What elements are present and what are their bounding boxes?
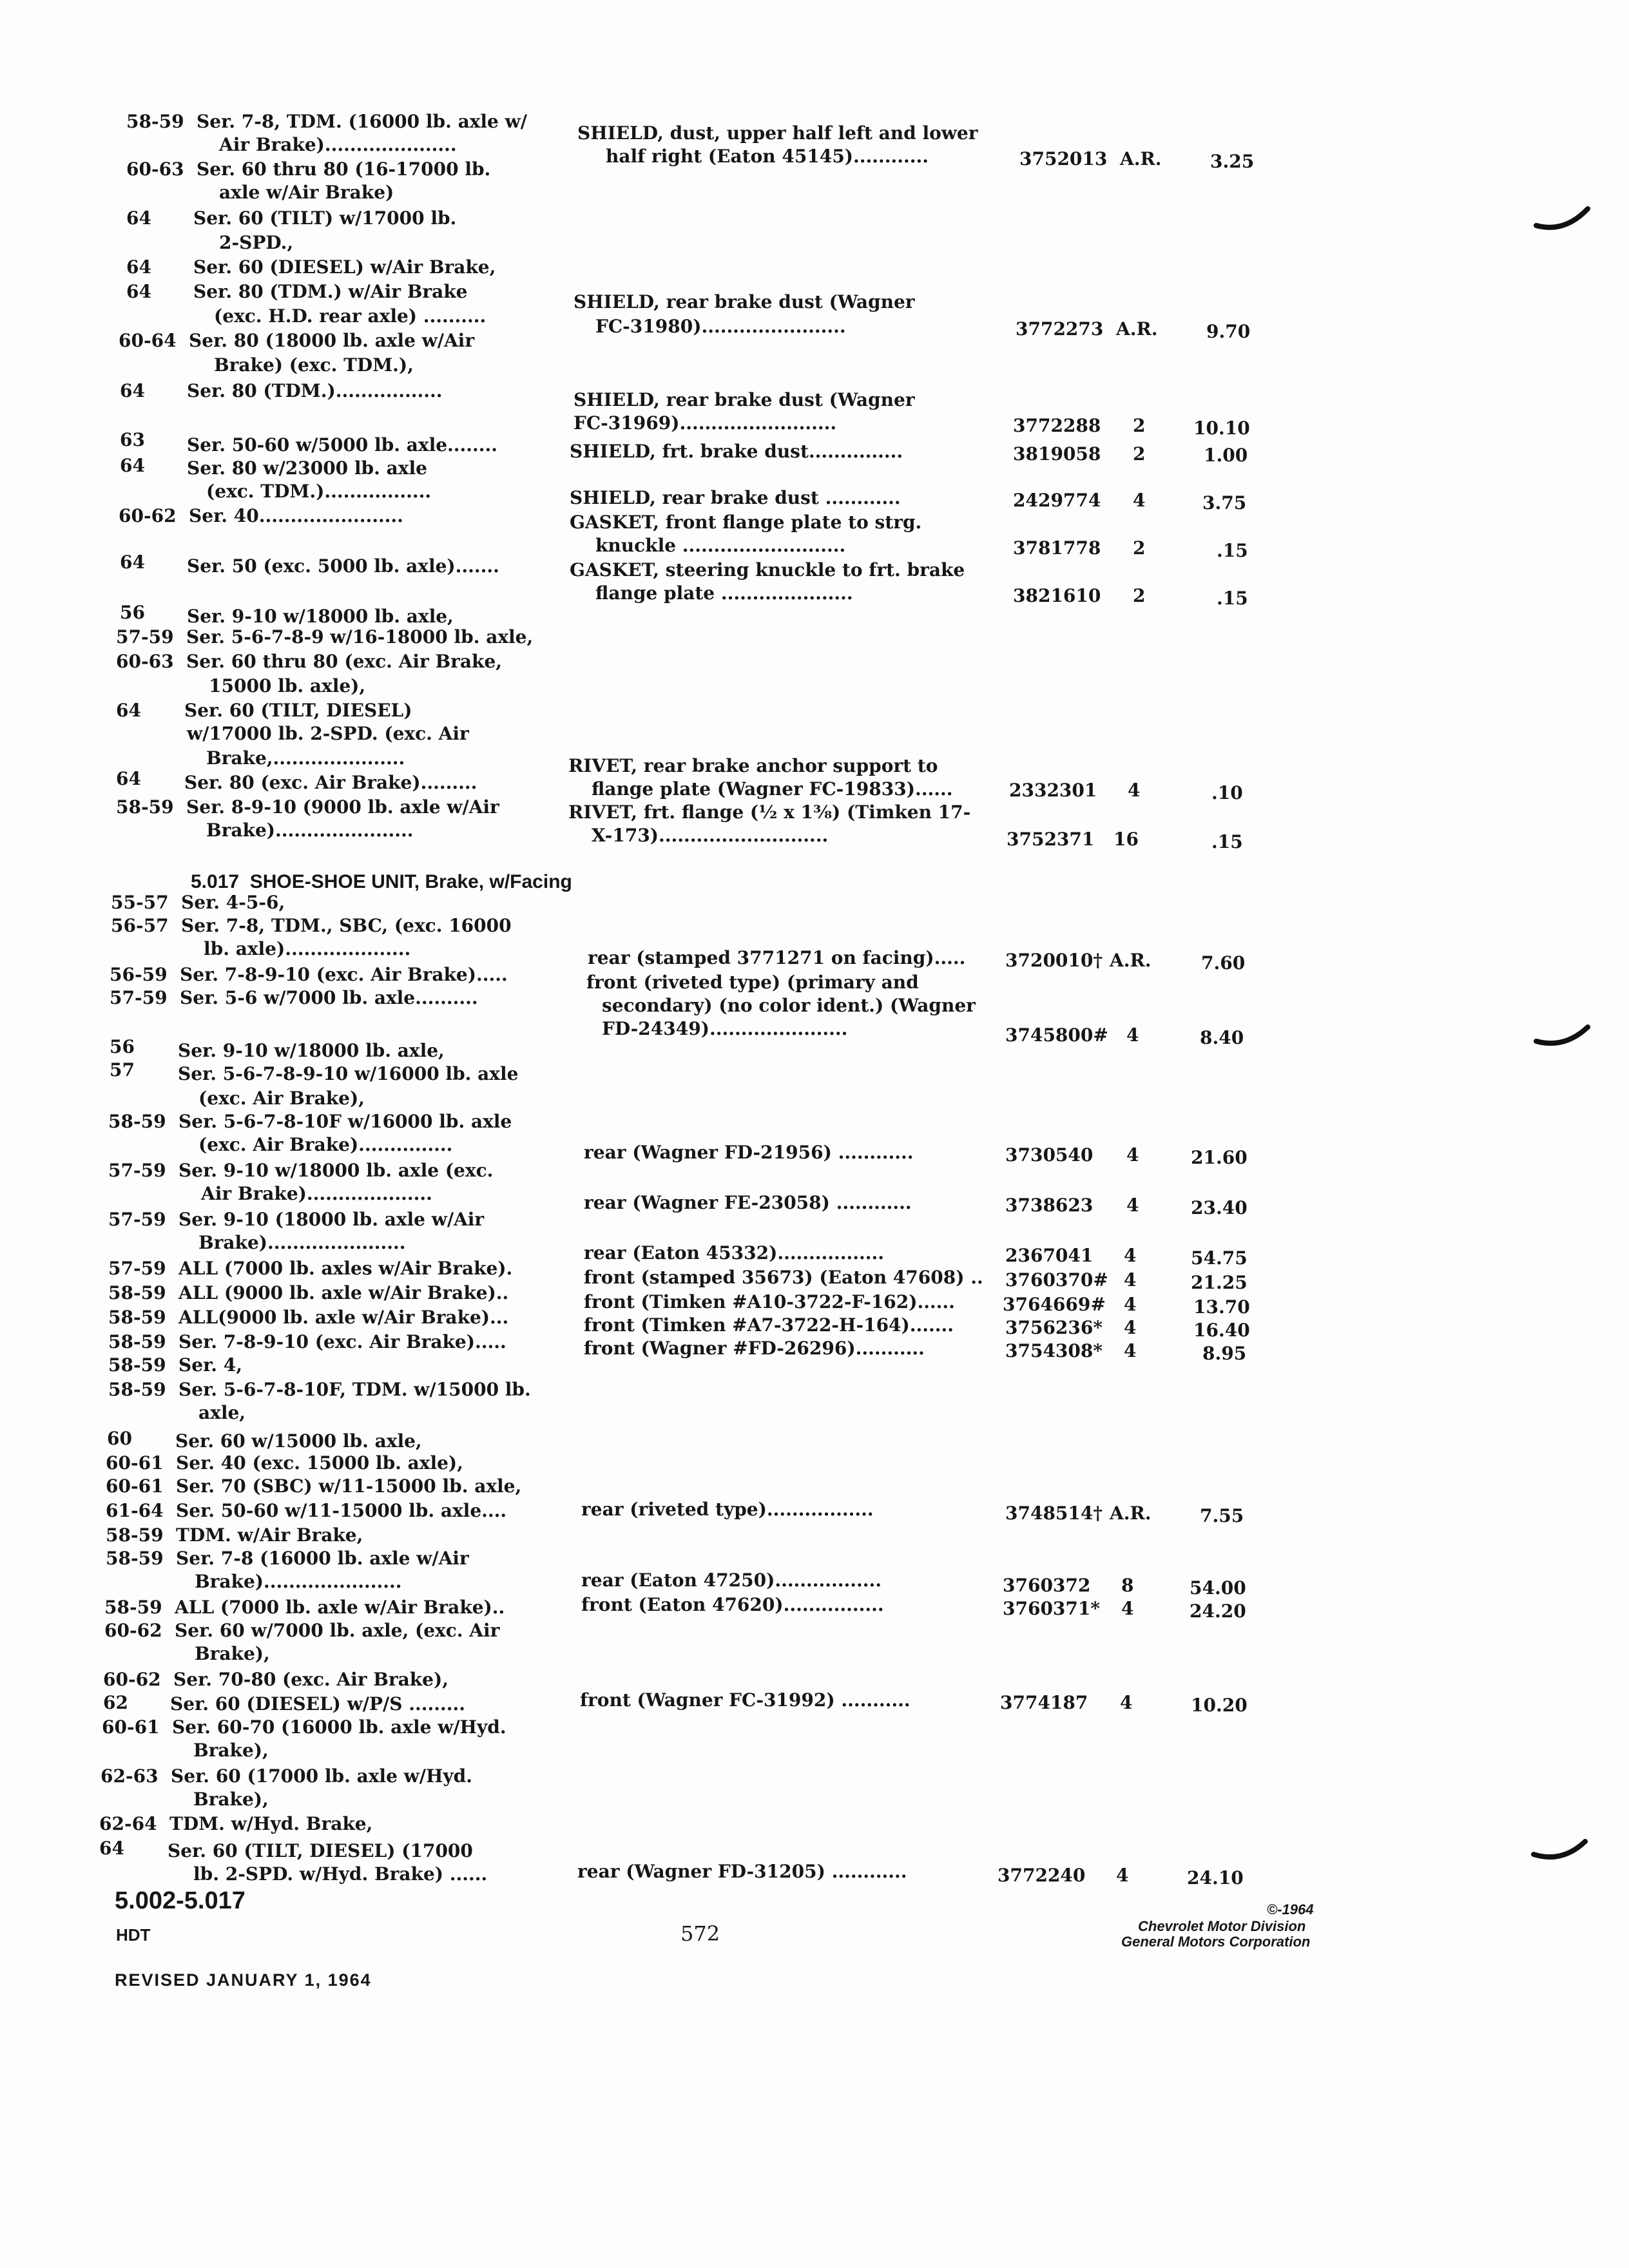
text-line: Brake), xyxy=(193,1740,269,1761)
price: 8.95 xyxy=(1202,1343,1247,1364)
text-line: w/17000 lb. 2-SPD. (exc. Air xyxy=(187,723,469,744)
quantity: 4 xyxy=(1124,1269,1137,1291)
text-line: 57-59 Ser. 5-6-7-8-9 w/16-18000 lb. axle, xyxy=(116,626,534,648)
text-line: 56-59 Ser. 7-8-9-10 (exc. Air Brake)..... xyxy=(110,964,508,985)
text-line: Brake) (exc. TDM.), xyxy=(214,354,414,376)
text-line: 60-62 Ser. 60 w/7000 lb. axle, (exc. Air xyxy=(104,1620,500,1641)
quantity: 4 xyxy=(1116,1865,1129,1886)
part-number: 3760370# xyxy=(1005,1269,1108,1291)
text-line: 58-59 Ser. 4, xyxy=(108,1354,242,1376)
text-line: 58-59 ALL(9000 lb. axle w/Air Brake)... xyxy=(108,1307,509,1328)
text-line: Ser. 80 (exc. Air Brake)......... xyxy=(184,772,477,793)
price: 10.20 xyxy=(1191,1695,1248,1716)
page-number: 572 xyxy=(680,1921,720,1946)
text-line: 55-57 Ser. 4-5-6, xyxy=(111,892,285,913)
part-number: 3752013 xyxy=(1019,148,1108,169)
text-line: 63 xyxy=(120,429,145,450)
quantity: A.R. xyxy=(1120,148,1162,169)
part-number: 3764669# xyxy=(1003,1294,1106,1315)
quantity: 2 xyxy=(1133,537,1146,559)
text-line: 60-62 Ser. 40....................... xyxy=(119,505,403,526)
text-line: 57-59 Ser. 9-10 (18000 lb. axle w/Air xyxy=(108,1209,485,1230)
quantity: 4 xyxy=(1126,1144,1139,1166)
text-line: Brake,..................... xyxy=(206,747,405,769)
text-line: flange plate (Wagner FC-19833)...... xyxy=(592,778,953,800)
text-line: (exc. TDM.)................. xyxy=(206,481,432,502)
text-line: 61-64 Ser. 50-60 w/11-15000 lb. axle.... xyxy=(106,1500,507,1521)
section-heading: 5.017 SHOE-SHOE UNIT, Brake, w/Facing xyxy=(191,871,572,892)
text-line: rear (riveted type)................. xyxy=(581,1499,874,1520)
text-line: (exc. Air Brake), xyxy=(198,1088,365,1109)
price: 3.75 xyxy=(1202,492,1247,514)
text-line: 57-59 Ser. 9-10 w/18000 lb. axle (exc. xyxy=(108,1160,494,1181)
price: .10 xyxy=(1211,782,1243,803)
quantity: A.R. xyxy=(1110,1503,1152,1524)
text-line: lb. axle).................... xyxy=(204,938,411,959)
text-line: SHIELD, rear brake dust (Wagner xyxy=(574,389,915,410)
price: 10.10 xyxy=(1193,418,1250,439)
text-line: 58-59 ALL (9000 lb. axle w/Air Brake).. xyxy=(108,1282,509,1303)
text-line: 58-59 Ser. 5-6-7-8-10F w/16000 lb. axle xyxy=(108,1111,512,1132)
text-line: 15000 lb. axle), xyxy=(209,675,366,697)
text-line: SHIELD, dust, upper half left and lower xyxy=(577,122,978,144)
text-line: Brake)...................... xyxy=(198,1232,406,1253)
quantity: 4 xyxy=(1124,1317,1137,1338)
text-line: Air Brake).................... xyxy=(201,1183,432,1204)
part-number: 3754308* xyxy=(1005,1340,1103,1361)
quantity: 8 xyxy=(1121,1575,1134,1596)
price: 8.40 xyxy=(1200,1027,1244,1048)
part-number: 3748514† xyxy=(1005,1503,1103,1524)
part-number: 3760372 xyxy=(1003,1575,1091,1596)
text-line: 57-59 ALL (7000 lb. axles w/Air Brake). xyxy=(108,1258,513,1279)
price: 1.00 xyxy=(1204,445,1248,466)
text-line: Brake), xyxy=(195,1643,270,1664)
text-line: 60-63 Ser. 60 thru 80 (exc. Air Brake, xyxy=(116,651,503,672)
revision-date: REVISED JANUARY 1, 1964 xyxy=(115,1970,372,1990)
part-number: 3760371* xyxy=(1003,1598,1101,1619)
text-line: 64 xyxy=(120,455,145,476)
text-line: front (Timken #A7-3722-H-164)....... xyxy=(584,1314,954,1336)
text-line: Ser. 60 (TILT, DIESEL) xyxy=(184,700,412,721)
text-line: half right (Eaton 45145)............ xyxy=(606,146,929,167)
text-line: rear (Wagner FD-21956) ............ xyxy=(584,1142,914,1163)
text-line: RIVET, rear brake anchor support to xyxy=(568,755,938,776)
text-line: Ser. 80 w/23000 lb. axle xyxy=(187,457,427,479)
text-line: 64 xyxy=(120,380,145,401)
price: 23.40 xyxy=(1191,1197,1248,1218)
text-line: FC-31969)......................... xyxy=(574,412,837,434)
quantity: A.R. xyxy=(1110,950,1152,971)
text-line: front (Eaton 47620)................ xyxy=(581,1594,884,1615)
text-line: 56-57 Ser. 7-8, TDM., SBC, (exc. 16000 xyxy=(111,915,512,936)
quantity: 2 xyxy=(1133,415,1146,436)
text-line: SHIELD, rear brake dust ............ xyxy=(570,487,901,508)
price: .15 xyxy=(1217,588,1248,609)
text-line: 58-59 Ser. 7-8, TDM. (16000 lb. axle w/ xyxy=(126,111,527,132)
text-line: knuckle .......................... xyxy=(595,535,846,556)
text-line: secondary) (no color ident.) (Wagner xyxy=(602,995,976,1016)
text-line: rear (stamped 3771271 on facing)..... xyxy=(588,947,966,968)
part-number: 3730540 xyxy=(1005,1144,1094,1166)
text-line: 60-61 Ser. 60-70 (16000 lb. axle w/Hyd. xyxy=(102,1716,506,1738)
price: .15 xyxy=(1211,831,1243,852)
text-line: GASKET, front flange plate to strg. xyxy=(570,512,922,533)
text-line: rear (Eaton 45332)................. xyxy=(584,1242,885,1264)
text-line: SHIELD, frt. brake dust............... xyxy=(570,441,903,462)
price: .15 xyxy=(1217,540,1248,561)
text-line: 56 xyxy=(110,1036,135,1057)
text-line: flange plate ..................... xyxy=(595,582,853,604)
price: 54.75 xyxy=(1191,1247,1248,1269)
text-line: front (Wagner #FD-26296)........... xyxy=(584,1338,925,1359)
part-number: 3738623 xyxy=(1005,1195,1094,1216)
quantity: 4 xyxy=(1124,1340,1137,1361)
part-number: 3819058 xyxy=(1013,443,1101,465)
text-line: 58-59 Ser. 8-9-10 (9000 lb. axle w/Air xyxy=(116,796,499,818)
price: 16.40 xyxy=(1193,1320,1250,1341)
text-line: rear (Eaton 47250)................. xyxy=(581,1570,882,1591)
quantity: 4 xyxy=(1124,1245,1137,1266)
text-line: Ser. 60 (TILT) w/17000 lb. xyxy=(193,207,457,229)
text-line: rear (Wagner FE-23058) ............ xyxy=(584,1192,912,1213)
text-line: SHIELD, rear brake dust (Wagner xyxy=(574,291,915,312)
publisher-corporation: General Motors Corporation xyxy=(1121,1934,1311,1950)
quantity: 4 xyxy=(1126,1195,1139,1216)
text-line: front (stamped 35673) (Eaton 47608) .. xyxy=(584,1267,983,1288)
binder-hole-mark xyxy=(1534,205,1592,237)
price: 9.70 xyxy=(1206,321,1251,342)
part-number: 3752371 xyxy=(1007,829,1095,850)
text-line: 60-63 Ser. 60 thru 80 (16-17000 lb. xyxy=(126,159,491,180)
text-line: axle, xyxy=(198,1402,246,1423)
part-number: 3774187 xyxy=(1000,1692,1088,1713)
text-line: axle w/Air Brake) xyxy=(219,182,394,203)
part-number: 3756236* xyxy=(1005,1317,1103,1338)
price: 54.00 xyxy=(1190,1577,1246,1599)
text-line: Brake)...................... xyxy=(206,820,414,841)
text-line: X-173)........................... xyxy=(592,825,829,846)
part-number: 3772240 xyxy=(998,1865,1086,1886)
text-line: Ser. 60 (TILT, DIESEL) (17000 xyxy=(168,1840,473,1861)
text-line: 57 xyxy=(110,1059,135,1081)
text-line: 60-61 Ser. 40 (exc. 15000 lb. axle), xyxy=(106,1452,463,1474)
binder-hole-mark xyxy=(1531,1836,1589,1869)
text-line: 64 xyxy=(120,552,145,573)
text-line: (exc. Air Brake)............... xyxy=(198,1134,453,1155)
text-line: 56 xyxy=(120,602,145,623)
price: 7.60 xyxy=(1201,952,1246,974)
quantity: 4 xyxy=(1121,1598,1134,1619)
part-number: 2332301 xyxy=(1009,780,1097,801)
text-line: Ser. 60 w/15000 lb. axle, xyxy=(175,1430,422,1452)
text-line: RIVET, frt. flange (½ x 1⅜) (Timken 17- xyxy=(568,802,971,823)
text-line: Ser. 60 (DIESEL) w/Air Brake, xyxy=(193,256,496,278)
text-line: 2-SPD., xyxy=(219,232,294,253)
quantity: 4 xyxy=(1128,780,1141,801)
part-number: 3720010† xyxy=(1005,950,1103,971)
quantity: 4 xyxy=(1133,490,1146,511)
quantity: 4 xyxy=(1120,1692,1133,1713)
text-line: Brake), xyxy=(193,1789,269,1810)
text-line: 64 xyxy=(126,207,151,229)
quantity: 2 xyxy=(1133,585,1146,606)
part-number: 3821610 xyxy=(1013,585,1101,606)
text-line: Ser. 50 (exc. 5000 lb. axle)....... xyxy=(187,555,499,577)
text-line: Ser. 50-60 w/5000 lb. axle........ xyxy=(187,434,498,456)
text-line: (exc. H.D. rear axle) .......... xyxy=(214,305,487,327)
part-number: 3745800# xyxy=(1005,1024,1108,1046)
price: 24.10 xyxy=(1187,1867,1244,1888)
text-line: FD-24349)...................... xyxy=(602,1018,848,1039)
text-line: Ser. 80 (TDM.) w/Air Brake xyxy=(193,281,468,302)
text-line: 58-59 ALL (7000 lb. axle w/Air Brake).. xyxy=(104,1597,505,1618)
text-line: 62-63 Ser. 60 (17000 lb. axle w/Hyd. xyxy=(101,1765,473,1787)
text-line: 60-64 Ser. 80 (18000 lb. axle w/Air xyxy=(119,330,475,351)
price: 21.60 xyxy=(1191,1147,1248,1168)
text-line: lb. 2-SPD. w/Hyd. Brake) ...... xyxy=(193,1863,488,1885)
text-line: Air Brake)..................... xyxy=(219,134,457,155)
text-line: Brake)...................... xyxy=(195,1571,402,1592)
text-line: 62-64 TDM. w/Hyd. Brake, xyxy=(99,1813,373,1834)
price: 21.25 xyxy=(1191,1272,1248,1293)
text-line: front (Wagner FC-31992) ........... xyxy=(580,1689,911,1711)
part-number: 3772273 xyxy=(1016,318,1104,340)
text-line: front (Timken #A10-3722-F-162)...... xyxy=(584,1291,955,1312)
text-line: 58-59 Ser. 5-6-7-8-10F, TDM. w/15000 lb. xyxy=(108,1379,531,1400)
quantity: 4 xyxy=(1126,1024,1139,1046)
text-line: front (riveted type) (primary and xyxy=(586,972,919,993)
quantity: 16 xyxy=(1113,829,1139,850)
text-line: 60 xyxy=(107,1428,132,1449)
price: 7.55 xyxy=(1200,1505,1244,1526)
text-line: 64 xyxy=(126,256,151,278)
price: 3.25 xyxy=(1210,151,1255,172)
text-line: rear (Wagner FD-31205) ............ xyxy=(577,1861,907,1882)
copyright-notice: ©-1964 xyxy=(1267,1901,1314,1917)
text-line: 57-59 Ser. 5-6 w/7000 lb. axle.......... xyxy=(110,987,478,1008)
quantity: A.R. xyxy=(1116,318,1158,340)
text-line: 64 xyxy=(126,281,151,302)
price: 13.70 xyxy=(1193,1296,1250,1318)
catalog-code: HDT xyxy=(116,1925,151,1945)
text-line: 64 xyxy=(99,1838,124,1859)
part-number: 3772288 xyxy=(1013,415,1101,436)
text-line: Ser. 5-6-7-8-9-10 w/16000 lb. axle xyxy=(178,1063,519,1084)
part-number: 2429774 xyxy=(1013,490,1101,511)
price: 24.20 xyxy=(1190,1600,1246,1622)
text-line: 60-61 Ser. 70 (SBC) w/11-15000 lb. axle, xyxy=(106,1475,522,1497)
text-line: 64 xyxy=(116,768,141,789)
text-line: 62 xyxy=(103,1692,128,1713)
text-line: 58-59 Ser. 7-8-9-10 (exc. Air Brake)..... xyxy=(108,1331,506,1352)
part-number: 2367041 xyxy=(1005,1245,1094,1266)
section-range: 5.002-5.017 xyxy=(115,1887,246,1914)
text-line: Ser. 60 (DIESEL) w/P/S ......... xyxy=(170,1693,465,1715)
text-line: FC-31980)....................... xyxy=(595,316,846,337)
text-line: 58-59 TDM. w/Air Brake, xyxy=(106,1524,363,1546)
text-line: 60-62 Ser. 70-80 (exc. Air Brake), xyxy=(103,1669,448,1690)
text-line: 64 xyxy=(116,700,141,721)
quantity: 4 xyxy=(1124,1294,1137,1315)
text-line: Ser. 9-10 w/18000 lb. axle, xyxy=(178,1040,445,1061)
publisher-division: Chevrolet Motor Division xyxy=(1138,1918,1306,1934)
text-line: Ser. 80 (TDM.)................. xyxy=(187,380,443,401)
quantity: 2 xyxy=(1133,443,1146,465)
part-number: 3781778 xyxy=(1013,537,1101,559)
text-line: Ser. 9-10 w/18000 lb. axle, xyxy=(187,606,454,627)
text-line: 58-59 Ser. 7-8 (16000 lb. axle w/Air xyxy=(106,1548,469,1569)
text-line: GASKET, steering knuckle to frt. brake xyxy=(570,559,965,581)
binder-hole-mark xyxy=(1534,1022,1592,1054)
